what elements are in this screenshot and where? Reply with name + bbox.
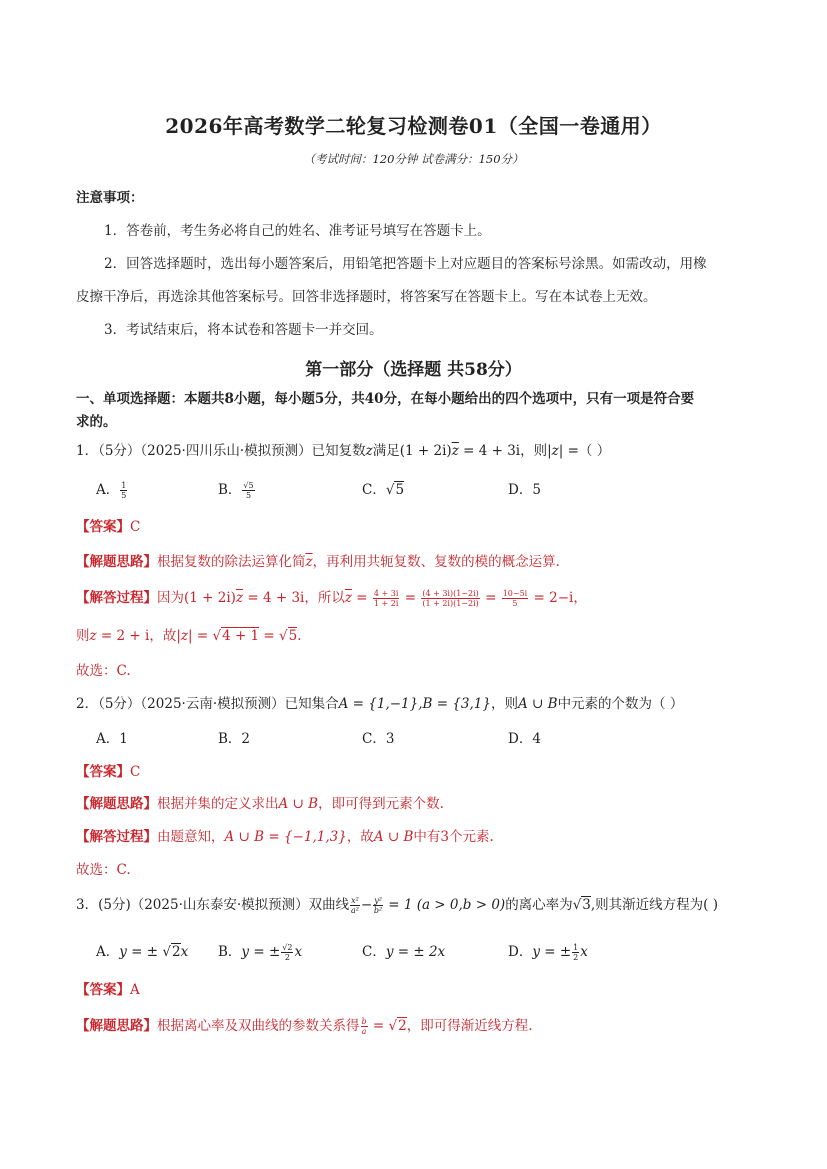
question-3-answer: 【答案】A (76, 982, 140, 998)
notice-heading: 注意事项： (76, 190, 144, 206)
question-1-option-a: A． $\frac{1}{5}$ (96, 481, 127, 500)
section-instruction-line-1: 一、单项选择题：本题共8小题，每小题5分，共40分，在每小题给出的四个选项中，只有一项是符合要 (76, 391, 695, 407)
notice-item-1: 1．答卷前，考生务必将自己的姓名、准考证号填写在答题卡上。 (104, 223, 491, 239)
question-1-option-b: B． $\frac{√5}{5}$ (218, 481, 254, 500)
question-2-option-a: A．1 (96, 731, 128, 747)
question-3-option-d: D．y = ± $\frac{1}{2}$ x (508, 943, 588, 962)
question-1-process-line-1: 【解答过程】因为$(1 + 2i)\overline{z} = 4 + 3i$，所以$\overline{z}$ = $\frac{4 + 3i}{1 + 2i}$ = $\frac{(4 + 3i)(1-2i)}{(1 + 2i)(1-2i)}$ = $\frac{10-5i}{5}$ = 2−i， (76, 589, 587, 608)
exam-info: （考试时间：120分钟 试卷满分：150分） (303, 152, 524, 166)
question-2-idea: 【解题思路】根据并集的定义求出A ∪ B，即可得到元素个数. (76, 796, 444, 812)
question-2-answer: 【答案】C (76, 764, 141, 780)
question-1-stem: 1．（5分）（2025·四川乐山·模拟预测）已知复数z满足$(1 + 2i)\overline{z} = 4 + 3i$，则|z| =（ ） (76, 443, 611, 459)
question-1-answer: 【答案】C (76, 519, 141, 535)
question-1-process-line-2: 则z = 2 + i，故|z| = √4 + 1 = √5. (76, 628, 302, 644)
question-2-process: 【解答过程】由题意知，A ∪ B = {−1,1,3}，故A ∪ B中有3个元素. (76, 829, 494, 845)
question-2-option-c: C．3 (362, 731, 395, 747)
question-3-stem: 3．(5分)（2025·山东泰安·模拟预测）双曲线 $\frac{\text{x²}}{\text{a²}}$ − $\frac{\text{y²}}{\text{b²}}$ = 1 (a > 0,b > 0)的离心率为√3,则其渐近线方程为( ) (76, 896, 719, 915)
question-3-option-c: C．y = ± 2x (362, 944, 446, 960)
question-2-choose: 故选：C. (76, 862, 131, 878)
notice-item-2-line-2: 皮擦干净后，再选涂其他答案标号。回答非选择题时，将答案写在答题卡上。写在本试卷上无效。 (76, 289, 657, 305)
question-1-choose: 故选：C. (76, 663, 131, 679)
question-2-option-d: D．4 (508, 731, 541, 747)
question-3-idea: 【解题思路】根据离心率及双曲线的参数关系得 $\frac{b}{a}$ = √2，即可得渐近线方程. (76, 1017, 533, 1036)
section-title: 第一部分（选择题 共58分） (305, 360, 522, 380)
question-1-option-d: D．5 (508, 482, 541, 498)
notice-item-3: 3．考试结束后，将本试卷和答题卡一并交回。 (104, 322, 383, 338)
question-1-option-c: C．√5 (362, 482, 405, 498)
question-2-option-b: B．2 (218, 731, 251, 747)
question-2-stem: 2．（5分）（2025·云南·模拟预测）已知集合A = {1,−1},B = {3,1}，则A ∪ B中元素的个数为（ ） (76, 696, 684, 712)
notice-item-2-line-1: 2．回答选择题时，选出每小题答案后，用铅笔把答题卡上对应题目的答案标号涂黑。如需改动，用橡 (104, 256, 707, 272)
question-3-option-a: A．y = ± √2x (96, 944, 189, 960)
question-3-option-b: B．y = ± $\frac{√2}{2}$ x (218, 943, 303, 962)
section-instruction-line-2: 求的。 (76, 414, 117, 430)
question-1-idea: 【解题思路】根据复数的除法运算化简$\overline{z}$，再利用共轭复数、复数的模的概念运算. (76, 554, 560, 570)
page-title: 2026年高考数学二轮复习检测卷01（全国一卷通用） (165, 114, 662, 138)
